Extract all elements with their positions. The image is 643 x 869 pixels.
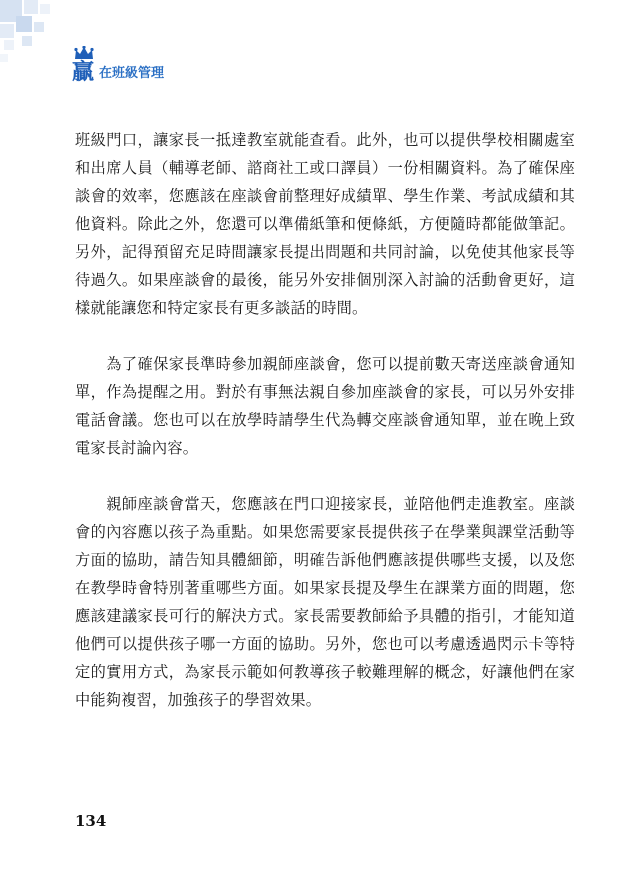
paragraph: 為了確保家長準時參加親師座談會，您可以提前數天寄送座談會通知單，作為提醒之用。對於有事無法親自參加座談會的家長，可以另外安排電話會議。您也可以在放學時請學生代為轉交座談會通知單，並在晚上致電家長討論內容。 <box>75 355 575 457</box>
paragraph: 班級門口，讓家長一抵達教室就能查看。此外，也可以提供學校相關處室和出席人員（輔導老師、諮商社工或口譯員）一份相關資料。為了確保座談會的效率，您應該在座談會前整理好成績單、學生作業、考試成績和其他資料。除此之外，您還可以準備紙筆和便條紙，方便隨時都能做筆記。另外，記得預留充足時間讓家長提出問題和共同討論，以免使其他家長等待過久。如果座談會的最後，能另外安排個別深入討論的活動會更好，這樣就能讓您和特定家長有更多談話的時間。 <box>75 131 575 317</box>
header-title: 在班級管理 <box>99 66 165 81</box>
body-text <box>75 126 575 714</box>
header-logo <box>72 44 164 84</box>
logo-character: 贏 <box>72 60 95 85</box>
corner-decoration <box>0 0 70 70</box>
page-number: 134 <box>75 812 107 830</box>
crown-icon <box>74 46 94 60</box>
logo-mark <box>72 46 98 84</box>
paragraph: 親師座談會當天，您應該在門口迎接家長，並陪他們走進教室。座談會的內容應以孩子為重點。如果您需要家長提供孩子在學業與課堂活動等方面的協助，請告知具體細節，明確告訴他們應該提供哪些支援，以及您在教學時會特別著重哪些方面。如果家長提及學生在課業方面的問題，您應該建議家長可行的解決方式。家長需要教師給予具體的指引，才能知道他們可以提供孩子哪一方面的協助。另外，您也可以考慮透過閃示卡等特定的實用方式，為家長示範如何教導孩子較難理解的概念，好讓他們在家中能夠複習，加強孩子的學習效果。 <box>75 495 575 709</box>
